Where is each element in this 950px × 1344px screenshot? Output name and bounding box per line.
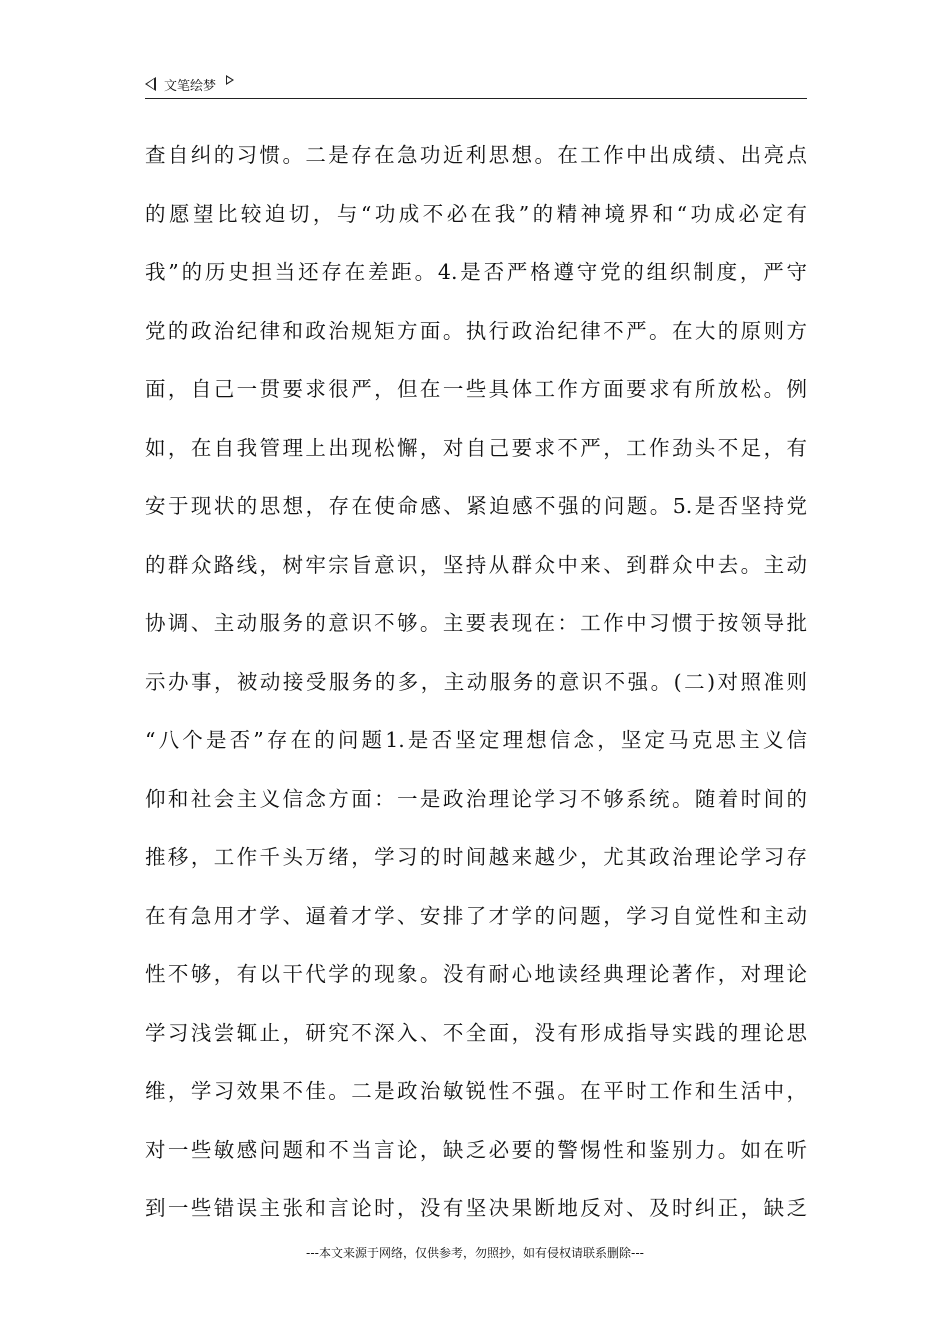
triangle-right-icon	[226, 75, 234, 85]
document-body	[145, 126, 807, 1238]
body-line: 示办事，被动接受服务的多，主动服务的意识不强。(二)对照准则	[145, 669, 807, 694]
body-line: 党的政治纪律和政治规矩方面。执行政治纪律不严。在大的原则方	[145, 318, 807, 343]
body-line: 在有急用才学、逼着才学、安排了才学的问题，学习自觉性和主动	[145, 903, 807, 928]
body-line: 学习浅尝辄止，研究不深入、不全面，没有形成指导实践的理论思	[145, 1020, 807, 1045]
body-line: 的群众路线，树牢宗旨意识，坚持从群众中来、到群众中去。主动	[145, 552, 807, 577]
body-line: 如，在自我管理上出现松懈，对自己要求不严，工作劲头不足，有	[145, 435, 807, 460]
body-line: 对一些敏感问题和不当言论，缺乏必要的警惕性和鉴别力。如在听	[145, 1137, 807, 1162]
body-line: 协调、主动服务的意识不够。主要表现在：工作中习惯于按领导批	[145, 611, 807, 635]
body-line: “八个是否”存在的问题1.是否坚定理想信念，坚定马克思主义信	[145, 728, 807, 752]
body-line: 性不够，有以干代学的现象。没有耐心地读经典理论著作，对理论	[145, 962, 807, 986]
page-footer: ---本文来源于网络，仅供参考，勿照抄，如有侵权请联系删除---	[306, 1246, 644, 1260]
page-header	[145, 72, 807, 99]
body-line: 面，自己一贯要求很严，但在一些具体工作方面要求有所放松。例	[145, 377, 807, 401]
body-line: 安于现状的思想，存在使命感、紧迫感不强的问题。5.是否坚持党	[145, 494, 807, 518]
body-line: 维，学习效果不佳。二是政治敏锐性不强。在平时工作和生活中，	[145, 1079, 807, 1103]
body-line: 推移，工作千头万绪，学习的时间越来越少，尤其政治理论学习存	[145, 845, 807, 869]
body-line: 的愿望比较迫切，与“功成不必在我”的精神境界和“功成必定有	[145, 201, 807, 226]
body-line: 到一些错误主张和言论时，没有坚决果断地反对、及时纠正，缺乏	[145, 1196, 807, 1220]
triangle-left-icon	[145, 77, 156, 91]
body-line: 查自纠的习惯。二是存在急功近利思想。在工作中出成绩、出亮点	[145, 143, 807, 167]
body-line: 我”的历史担当还存在差距。4.是否严格遵守党的组织制度，严守	[145, 260, 807, 284]
header-title: 文笔绘梦	[164, 78, 217, 94]
body-line: 仰和社会主义信念方面：一是政治理论学习不够系统。随着时间的	[145, 786, 807, 811]
